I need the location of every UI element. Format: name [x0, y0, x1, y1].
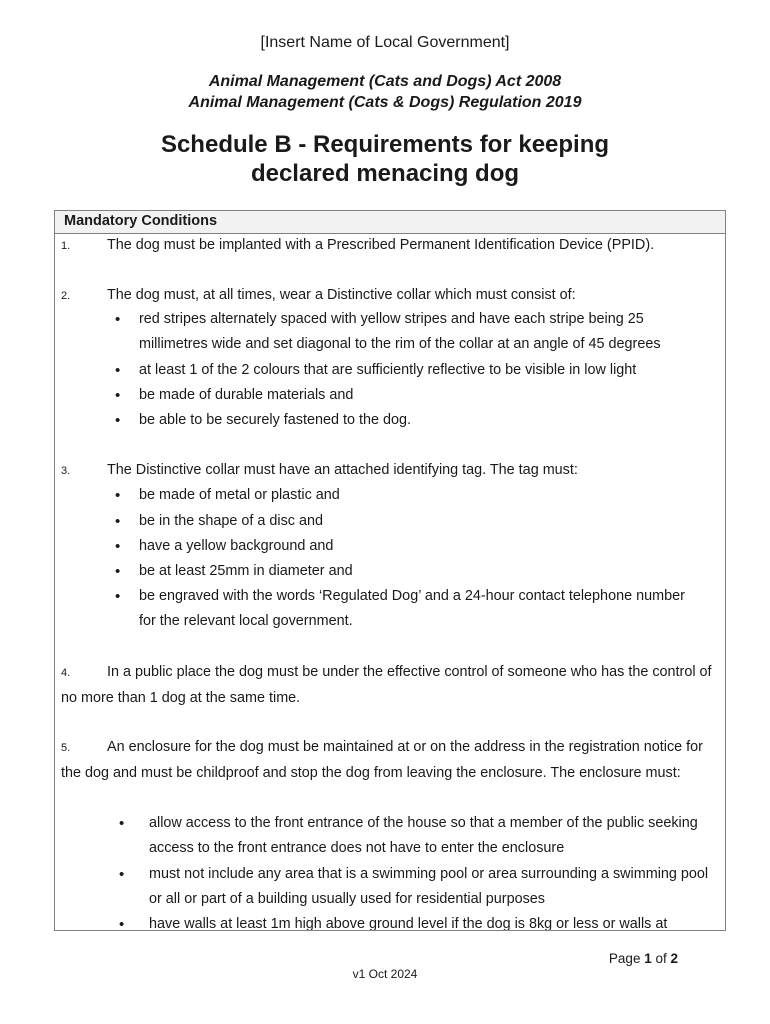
bullet-icon: • — [115, 563, 121, 580]
list-item — [119, 862, 723, 913]
document-version: v1 Oct 2024 — [352, 967, 418, 981]
page-indicator — [609, 951, 678, 966]
list-item — [115, 307, 715, 358]
condition-text: In a public place the dog must be under the effective control of someone who has the control of no more than 1 dog at the same time. — [61, 664, 712, 706]
page-total: 2 — [670, 951, 678, 966]
list-item-text: must not include any area that is a swimming pool or area surrounding a swimming pool or all or part of a building usually used for residential purposes — [149, 866, 709, 908]
page-prefix: Page — [608, 951, 645, 966]
bullet-icon: • — [115, 513, 121, 530]
condition-text: The Distinctive collar must have an attached identifying tag. The tag must: — [107, 462, 578, 478]
list-item-text: be made of metal or plastic and — [139, 487, 340, 503]
list-item-text: have a yellow background and — [139, 538, 334, 554]
condition-1 — [61, 233, 717, 259]
bullet-icon: • — [115, 387, 121, 404]
list-item-text: be in the shape of a disc and — [139, 513, 324, 529]
condition-4 — [61, 660, 717, 711]
list-item-text: allow access to the front entrance of the house so that a member of the public seeking access to the front entrance does not have to enter the enclosure — [149, 815, 698, 857]
condition-number: 5. — [61, 742, 71, 754]
bullet-icon: • — [115, 412, 121, 429]
list-item-text: be engraved with the words ‘Regulated Dog’ and a 24-hour contact telephone number for the relevant local government. — [139, 588, 685, 630]
condition-number: 4. — [61, 667, 71, 679]
condition-text: The dog must, at all times, wear a Distinctive collar which must consist of: — [107, 287, 576, 303]
bullet-icon: • — [119, 815, 125, 832]
table-heading: Mandatory Conditions — [55, 211, 725, 234]
page-current: 1 — [644, 951, 652, 966]
condition-5 — [61, 735, 717, 786]
list-item — [119, 912, 726, 931]
document-title — [0, 130, 770, 188]
bullet-icon: • — [115, 538, 121, 555]
list-item — [115, 483, 715, 508]
bullet-icon: • — [115, 362, 121, 379]
list-item — [115, 534, 715, 559]
title-line-1: Schedule B - Requirements for keeping — [160, 131, 610, 158]
condition-text: An enclosure for the dog must be maintained at or on the address in the registration notice for the dog and must be childproof and stop the dog from leaving the enclosure. The enclosure must: — [61, 739, 703, 781]
condition-number: 1. — [61, 240, 71, 252]
bullet-icon: • — [119, 866, 125, 883]
legislation-references — [0, 71, 770, 113]
list-item — [115, 584, 685, 635]
list-item-text: red stripes alternately spaced with yellow stripes and have each stripe being 25 millimetres wide and set diagonal to the rim of the collar at an angle of 45 degrees — [139, 311, 661, 353]
mandatory-conditions-table — [54, 210, 726, 931]
title-line-2: declared menacing dog — [250, 160, 520, 187]
list-item-text: be at least 25mm in diameter and — [139, 563, 353, 579]
list-item-text: at least 1 of the 2 colours that are sufficiently reflective to be visible in low light — [139, 362, 637, 378]
list-item-text: have walls at least 1m high above ground level if the dog is 8kg or less or walls at — [149, 916, 668, 931]
list-item — [115, 383, 715, 408]
condition-number: 2. — [61, 290, 71, 302]
bullet-icon: • — [115, 588, 121, 605]
list-item-text: be made of durable materials and — [139, 387, 354, 403]
list-item — [115, 559, 715, 584]
bullet-icon: • — [119, 916, 125, 931]
condition-number: 3. — [61, 465, 71, 477]
act-title: Animal Management (Cats and Dogs) Act 2008 — [208, 73, 562, 90]
regulation-title: Animal Management (Cats & Dogs) Regulation 2019 — [188, 94, 582, 111]
list-item — [115, 358, 715, 383]
condition-3 — [61, 458, 717, 484]
bullet-icon: • — [115, 311, 121, 328]
government-name-placeholder: [Insert Name of Local Government] — [260, 34, 510, 51]
page-of: of — [651, 951, 671, 966]
condition-2 — [61, 283, 717, 309]
list-item-text: be able to be securely fastened to the dog. — [139, 412, 412, 428]
bullet-icon: • — [115, 487, 121, 504]
list-item — [119, 811, 723, 862]
condition-text: The dog must be implanted with a Prescribed Permanent Identification Device (PPID). — [107, 237, 655, 253]
list-item — [115, 509, 715, 534]
list-item — [115, 408, 715, 433]
